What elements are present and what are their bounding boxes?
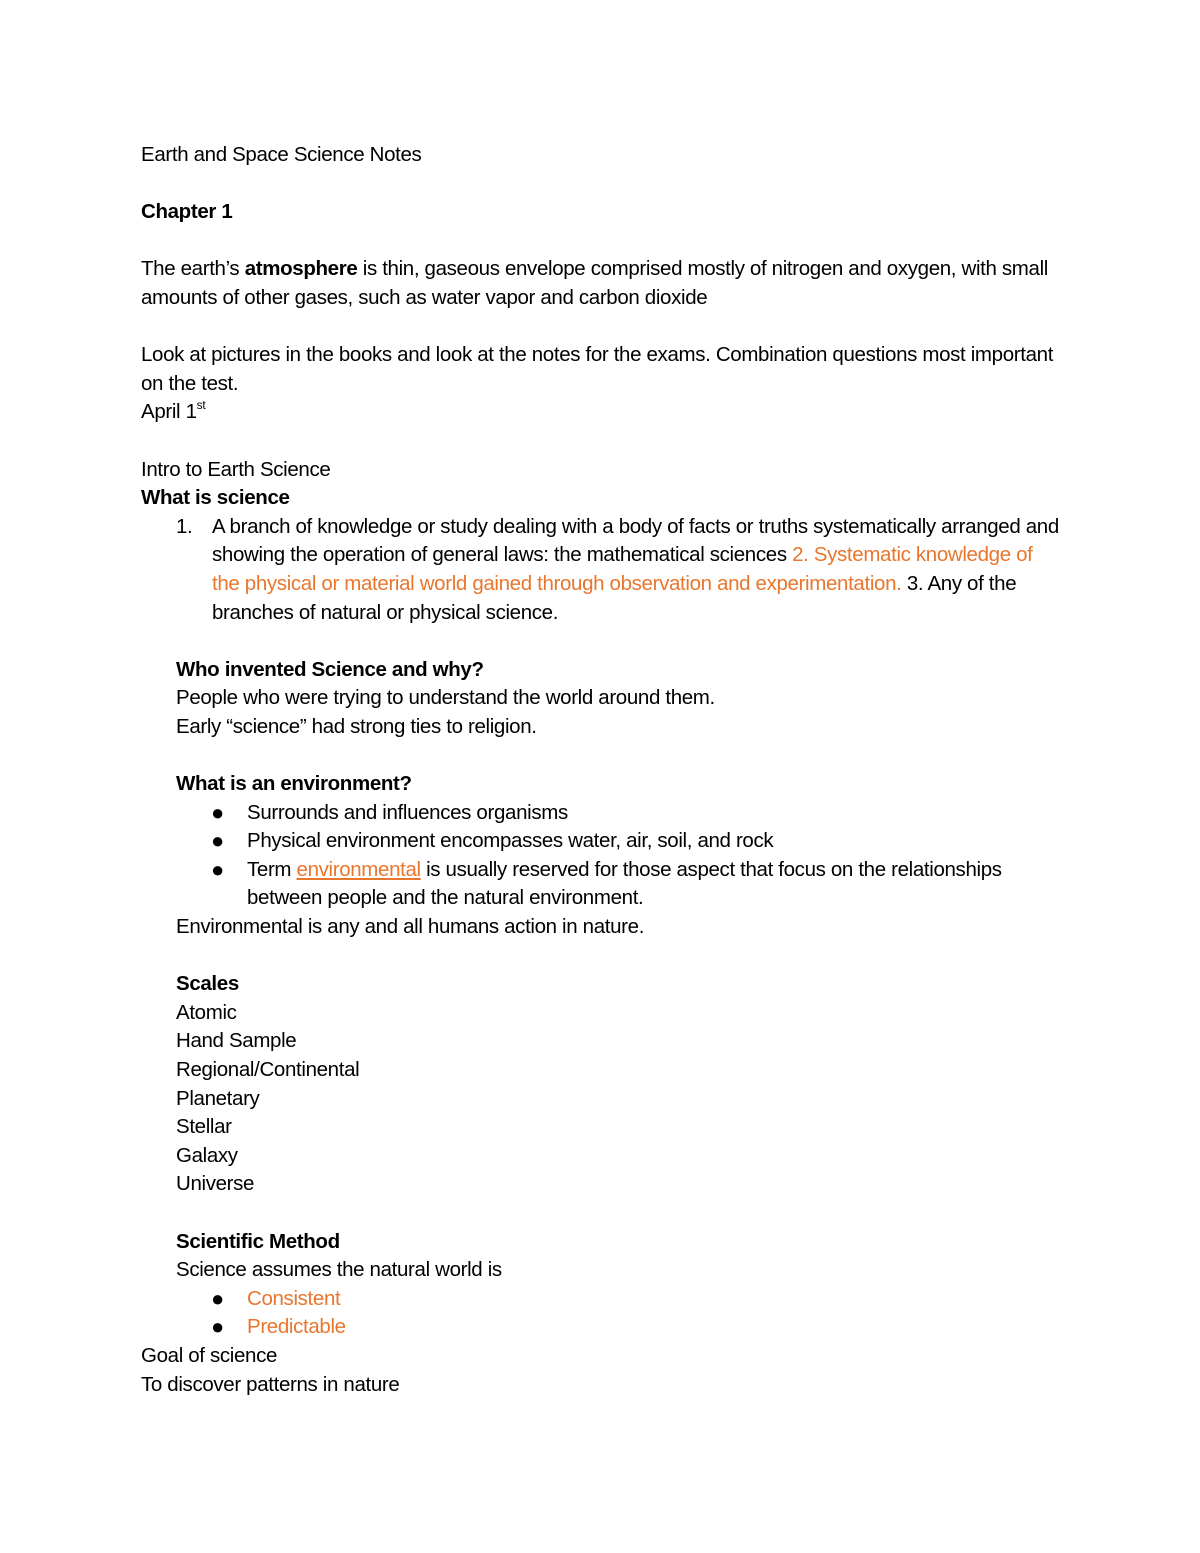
scientific-method-heading: Scientific Method [176,1229,340,1253]
definition-part-3: 3. Any of the branches of natural or physical science. [212,571,1017,624]
who-invented-line-2: Early “science” had strong ties to religion. [176,714,537,738]
bullet-icon: ● [211,1285,224,1311]
atmosphere-post: is thin, gaseous envelope comprised mostly of nitrogen and oxygen, with small amounts of other gases, such as water vapor and carbon dioxide [141,257,1048,309]
bullet-text: Physical environment encompasses water, air, soil, and rock [247,829,774,853]
scale-item-regional: Regional/Continental [176,1058,360,1081]
chapter-heading: Chapter 1 [141,200,233,224]
definition-part-2: 2. Systematic knowledge of the physical or material world gained through observation and experimentation. [212,543,1033,595]
bullet-icon: ● [211,1314,224,1340]
scale-item-galaxy: Galaxy [176,1143,238,1167]
bullet-icon: ● [211,799,224,825]
list-item [141,827,1061,856]
what-is-science-heading: What is science [141,486,290,510]
scale-item-stellar: Stellar [176,1115,232,1139]
document-title: Earth and Space Science Notes [141,143,422,166]
definition-part-1: A branch of knowledge or study dealing with a body of facts or truths systematically arranged and showing the operation of general laws: the mathematical sciences [212,514,1059,567]
list-item [141,513,1061,627]
environment-bullet-list [141,799,1061,913]
date-suffix: st [196,398,206,413]
exam-note: Look at pictures in the books and look at the notes for the exams. Combination questions most important on the test. [141,343,1054,395]
environmental-link[interactable]: environmental [296,857,421,881]
scale-item-planetary: Planetary [176,1086,260,1110]
scientific-method-intro: Science assumes the natural world is [176,1258,502,1282]
scale-item-atomic: Atomic [176,1000,237,1024]
scale-item-universe: Universe [176,1172,255,1196]
atmosphere-term: atmosphere [244,257,358,281]
document-body [141,141,1061,1399]
list-item [141,1313,1061,1342]
term-post: is usually reserved for those aspect that focus on the relationships between people and the natural environment. [247,857,1002,910]
intro-title: Intro to Earth Science [141,457,331,481]
date-text: April 1 [141,400,197,424]
bullet-text: Predictable [247,1315,346,1339]
bullet-icon: ● [211,856,224,882]
goal-text: To discover patterns in nature [141,1372,400,1396]
bullet-icon: ● [211,828,224,854]
bullet-text: Surrounds and influences organisms [247,800,568,824]
date-line [141,398,1061,427]
list-item [141,1285,1061,1314]
scientific-method-bullet-list [141,1285,1061,1342]
list-item [141,856,1061,913]
environment-heading: What is an environment? [176,772,412,796]
atmosphere-paragraph [141,255,1061,312]
scales-heading: Scales [176,972,239,996]
science-definition-list [141,513,1061,627]
list-number: 1. [176,514,193,538]
who-invented-line-1: People who were trying to understand the world around them. [176,686,715,710]
term-pre: Term [247,857,297,881]
who-invented-heading: Who invented Science and why? [176,657,484,681]
list-item [141,799,1061,828]
scale-item-hand-sample: Hand Sample [176,1029,297,1053]
goal-heading: Goal of science [141,1343,278,1367]
bullet-text: Consistent [247,1286,341,1310]
environment-summary: Environmental is any and all humans action in nature. [176,915,645,939]
atmosphere-pre: The earth’s [141,257,245,281]
